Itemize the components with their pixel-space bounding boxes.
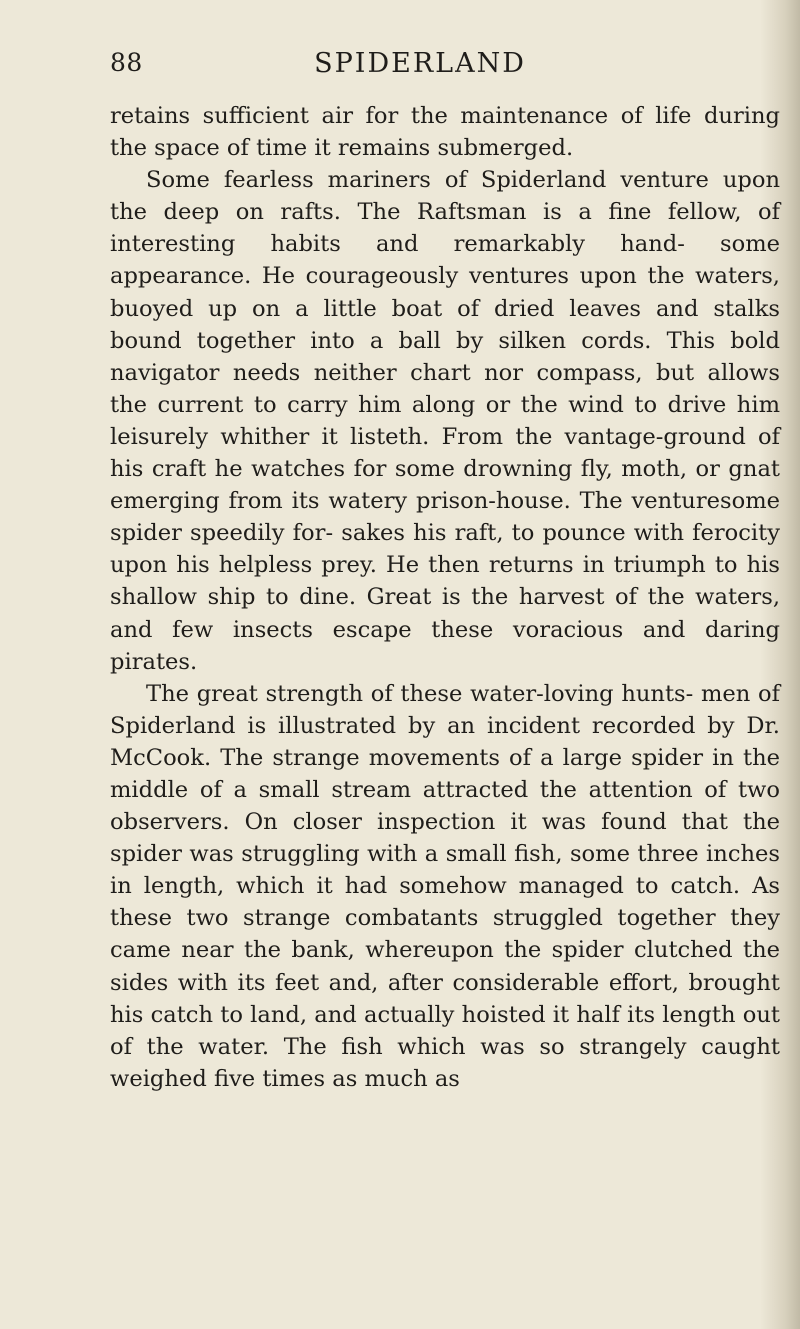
body-text (110, 100, 780, 1095)
paragraph-strength: The great strength of these water-loving hunts- men of Spiderland is illustrated by an incident recorded by Dr. McCook. The strange movements of a large spider in the middle of a small stream attracted the attention of two observers. On closer inspection it was found that the spider was struggling with a small fish, some three inches in length, which it had somehow managed to catch. As these two strange combatants struggled together they came near the bank, whereupon the spider clutched the sides with its feet and, after considerable effort, brought his catch to land, and actually hoisted it half its length out of the water. The fish which was so strangely caught weighed five times as much as (110, 680, 780, 1092)
page-header (110, 48, 690, 88)
running-title: SPIDERLAND (314, 48, 526, 79)
paragraph-raftsman: Some fearless mariners of Spiderland venture upon the deep on rafts. The Raftsman is a fine fellow, of interesting habits and remarkably hand- some appearance. He courageously ventures upon the waters, buoyed up on a little boat of dried leaves and stalks bound together into a ball by silken cords. This bold navigator needs neither chart nor compass, but allows the current to carry him along or the wind to drive him leisurely whither it listeth. From the vantage-ground of his craft he watches for some drowning fly, moth, or gnat emerging from its watery prison-house. The venturesome spider speedily for- sakes his raft, to pounce with ferocity upon his helpless prey. He then returns in triumph to his shallow ship to dine. Great is the harvest of the waters, and few insects escape these voracious and daring pirates. (110, 167, 780, 675)
page-number: 88 (110, 48, 143, 77)
paragraph-continuation: retains sufficient air for the maintenance of life during the space of time it remains submerged. (110, 103, 780, 162)
